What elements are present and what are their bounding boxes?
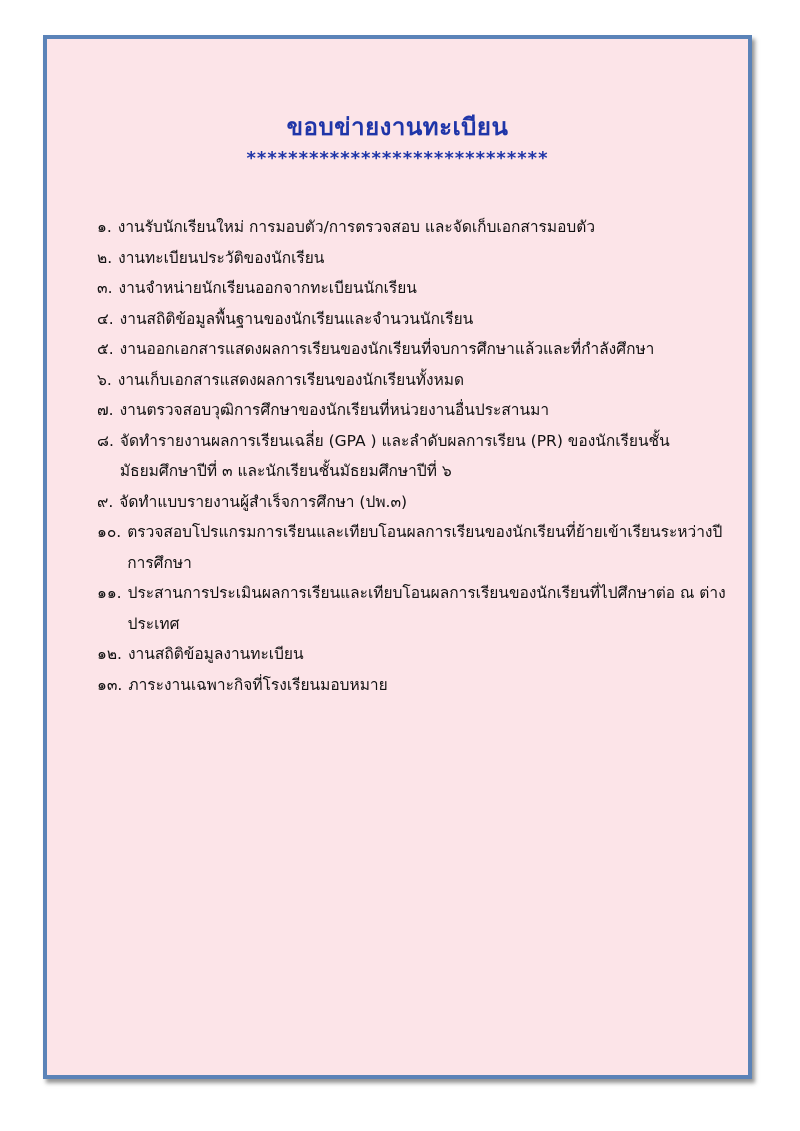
item-text: งานทะเบียนประวัติของนักเรียน: [118, 248, 325, 267]
list-item: [97, 426, 737, 487]
list-item: [97, 212, 737, 243]
item-number: ๑๒.: [97, 645, 122, 663]
item-text: จัดทำแบบรายงานผู้สำเร็จการศึกษา (ปพ.๓): [119, 492, 408, 511]
item-number: ๙.: [97, 492, 114, 511]
list-item: [97, 334, 737, 365]
item-number: ๑๑.: [97, 584, 122, 602]
item-text: ตรวจสอบโปรแกรมการเรียนและเทียบโอนผลการเรียนของนักเรียนที่ย้ายเข้าเรียนระหว่างปีการศึกษา: [127, 523, 723, 572]
list-item: [97, 304, 737, 335]
page-frame: [43, 35, 752, 1079]
star-divider: *****************************: [246, 148, 549, 169]
list-item: [97, 395, 737, 426]
item-number: ๑.: [97, 218, 112, 236]
duty-list: [97, 212, 737, 700]
list-item: [97, 365, 737, 396]
item-number: ๑๐.: [97, 523, 122, 541]
item-number: ๑๓.: [97, 675, 123, 694]
item-number: ๓.: [97, 279, 113, 297]
list-item: [97, 517, 737, 578]
list-item: [97, 670, 737, 701]
list-item: [97, 243, 737, 274]
item-number: ๔.: [97, 309, 114, 328]
item-number: ๗.: [97, 401, 114, 419]
list-item: [97, 487, 737, 518]
item-text: งานจำหน่ายนักเรียนออกจากทะเบียนนักเรียน: [118, 279, 417, 297]
page-title: ขอบข่ายงานทะเบียน: [286, 113, 509, 141]
item-text: งานตรวจสอบวุฒิการศึกษาของนักเรียนที่หน่วยงานอื่นประสานมา: [119, 401, 550, 419]
list-item: [97, 273, 737, 304]
list-item: [97, 639, 737, 670]
item-number: ๒.: [97, 248, 113, 267]
item-text: งานออกเอกสารแสดงผลการเรียนของนักเรียนที่จบการศึกษาแล้วและที่กำลังศึกษา: [119, 340, 655, 358]
list-item: [97, 578, 737, 639]
item-text: งานรับนักเรียนใหม่ การมอบตัว/การตรวจสอบ และจัดเก็บเอกสารมอบตัว: [117, 218, 596, 236]
item-text: งานสถิติข้อมูลพื้นฐานของนักเรียนและจำนวนนักเรียน: [119, 309, 474, 328]
item-text: ภาระงานเฉพาะกิจที่โรงเรียนมอบหมาย: [128, 675, 388, 694]
item-number: ๕.: [97, 340, 114, 358]
item-text: จัดทำรายงานผลการเรียนเฉลี่ย (GPA ) และลำดับผลการเรียน (PR) ของนักเรียนชั้นมัธยมศึกษาปีที่ ๓ และนักเรียนชั้นมัธยมศึกษาปีที่ ๖: [119, 431, 670, 480]
item-text: งานเก็บเอกสารแสดงผลการเรียนของนักเรียนทั้งหมด: [117, 370, 465, 389]
item-text: งานสถิติข้อมูลงานทะเบียน: [127, 645, 304, 663]
item-text: ประสานการประเมินผลการเรียนและเทียบโอนผลการเรียนของนักเรียนที่ไปศึกษาต่อ ณ ต่างประเทศ: [127, 584, 726, 633]
item-number: ๘.: [97, 431, 114, 450]
item-number: ๖.: [97, 370, 112, 389]
